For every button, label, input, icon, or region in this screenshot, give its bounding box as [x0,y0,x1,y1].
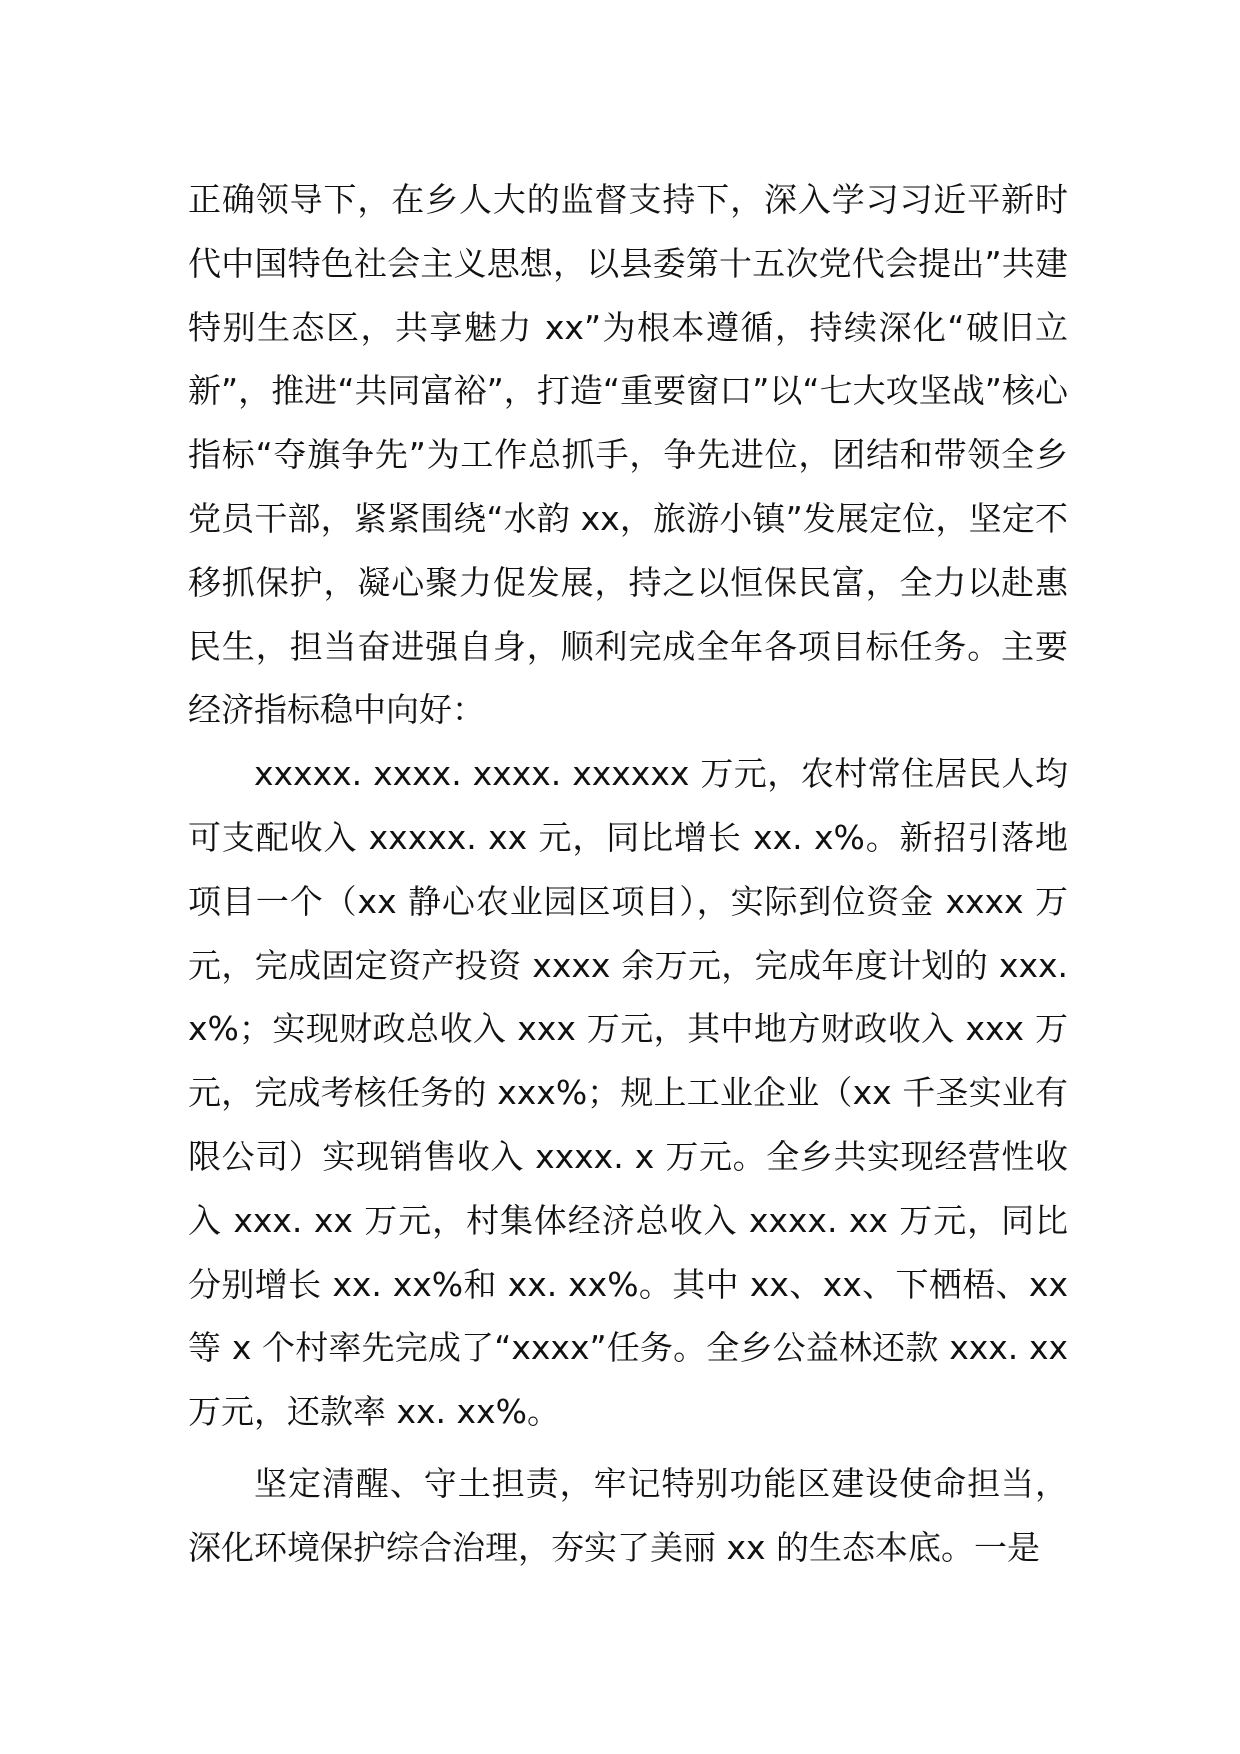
paragraph-1: 正确领导下，在乡人大的监督支持下，深入学习习近平新时代中国特色社会主义思想，以县委第十五次党代会提出”共建特别生态区，共享魅力 xx”为根本遵循，持续深化“破旧立新”，推进“共同富裕”，打造“重要窗口”以“七大攻坚战”核心指标“夺旗争先”为工作总抓手，争先进位，团结和带领全乡党员干部，紧紧围绕“水韵 xx，旅游小镇”发展定位，坚定不移抓保护，凝心聚力促发展，持之以恒保民富，全力以赴惠民生，担当奋进强自身，顺利完成全年各项目标任务。主要经济指标稳中向好： [188,180,1068,730]
document-body [188,168,1068,1580]
paragraph-3: 坚定清醒、守土担责，牢记特别功能区建设使命担当，深化环境保护综合治理，夯实了美丽 xx 的生态本底。一是 [188,1463,1068,1567]
paragraph-2: xxxxx. xxxx. xxxx. xxxxxx 万元，农村常住居民人均可支配收入 xxxxx. xx 元，同比增长 xx. x%。新招引落地项目一个（xx 静心农业园区项目），实际到位资金 xxxx 万元，完成固定资产投资 xxxx 余万元，完成年度计划的 xxx. x%；实现财政总收入 xxx 万元，其中地方财政收入 xxx 万元，完成考核任务的 xxx%；规上工业企业（xx 千圣实业有限公司）实现销售收入 xxxx. x 万元。全乡共实现经营性收入 xxx. xx 万元，村集体经济总收入 xxxx. xx 万元，同比分别增长 xx. xx%和 xx. xx%。其中 xx、xx、下栖梧、xx 等 x 个村率先完成了“xxxx”任务。全乡公益林还款 xxx. xx 万元，还款率 xx. xx%。 [188,754,1068,1432]
